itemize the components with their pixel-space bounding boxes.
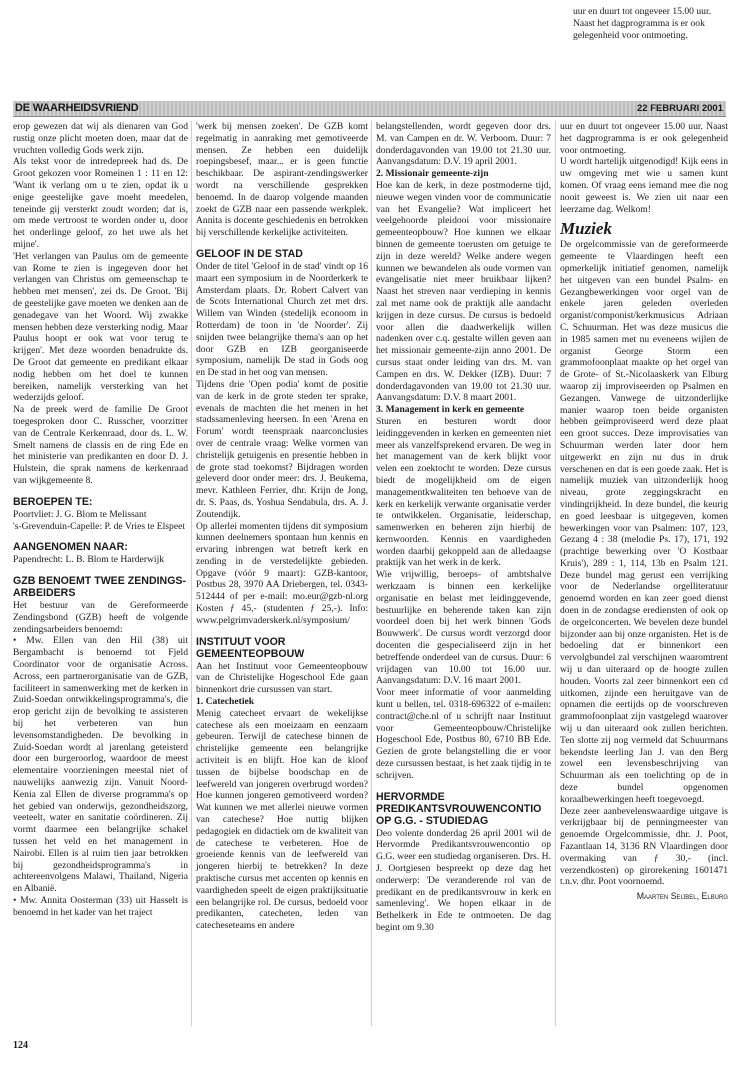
paragraph: Het bestuur van de Gereformeerde Zendingsbond (GZB) heeft de volgende zendingsarbeiders benoemd: (13, 600, 188, 635)
heading-gzb: GZB BENOEMT TWEE ZENDINGS-ARBEIDERS (13, 575, 187, 600)
paragraph: Poortvliet: J. G. Blom te Melissant (13, 508, 147, 520)
paragraph: Wie vrijwillig, beroeps- of ambtshalve werkzaam is binnen een kerkelijke organisatie en belast met leidinggevende, bestuurlijke en beherende taken kan zijn voordeel doen bij het werk binnen 'Gods Bouwwerk'. De cursus wordt verzorgd door docenten die gespecialiseerd zijn in het betreffende onderdeel van de cursus. Duur: 6 vrijdagen van 10.00 tot 16.00 uur. Aanvangsdatum: D.V. 16 maart 2001. (376, 569, 551, 687)
column-3 (376, 121, 551, 934)
paragraph: belangstellenden, wordt gegeven door drs. M. van Campen en dr. W. Verboom. Duur: 7 donderdagavonden van 19.00 tot 21.30 uur. Aanvangsdatum: D.V. 19 april 2001. (376, 121, 551, 168)
paragraph: Onder de titel 'Geloof in de stad' vindt op 16 maart een symposium in de Noorderkerk te Amsterdam plaats. Dr. Robert Calvert van de Scots International Church zet met drs. Willem van Winden (stedelijk econoom in Rotterdam) de toon in 'de Noorder'. Zij snijden twee belangrijke thema's aan op het door GZB en IZB georganiseerde symposium, namelijk De stad in Gods oog en De stad in het oog van mensen. (196, 260, 368, 379)
heading-beroepen: BEROEPEN TE: (13, 495, 93, 508)
paragraph: Deze zeer aanbevelenswaardige uitgave is verkrijgbaar bij de penningmeester van genoemde Orgelcommissie, dhr. J. Poot, Fazantlaan 14, 3136 RN Vlaardingen door overmaking van ƒ 30,- (incl. verzendkosten) op girorekening 1601471 t.n.v. dhr. Poot voornoemd. (560, 805, 728, 888)
subheading-missionair: 2. Missionair gemeente-zijn (376, 168, 489, 180)
paragraph: • Mw. Ellen van den Hil (38) uit Bergambacht is benoemd tot Fjeld Coordinator voor de organisatie Across. Across, een partnerorganisatie van de GZB, faciliteert in samenwerking met de kerken in Zuid-Soedan ontwikkelingsprogramma's, die erop gericht zijn de bevolking te assisteren bij het verbeteren van hun levensomstandigheden. De bevolking in Zuid-Soedan wordt al jarenlang geteisterd door een burgeroorlog, waardoor de meest elementaire voorzieningen meestal niet of nauwelijks aanwezig zijn. Vanuit Noord-Kenia zal Ellen de diverse programma's op het gebied van onderwijs, gezondheidszorg, veeteelt, water en sanitatie coördineren. Zij vormt daarmee een belangrijke schakel tussen het veld en het management in Nairobi. Ellen is al ruim tien jaar betrokken bij gezondheidsprogramma's in achtereenvolgens Malawi, Thailand, Nigeria en Albanië. (13, 635, 188, 895)
heading-instituut: INSTITUUT VOOR GEMEENTEOPBOUW (196, 635, 305, 660)
heading-hervormde: HERVORMDE PREDIKANTSVROUWENCONTIO OP G.G. - STUDIEDAG (376, 790, 542, 827)
paragraph: Deo volente donderdag 26 april 2001 wil de Hervormde Predikantsvrouwencontio op G.G. weer een studiedag organiseren. Drs. H. J. Oortgiesen bespreekt op deze dag het onderwerp: 'De veranderende rol van de predikant en de predikantsvrouw in kerk en samenleving'. We hopen elkaar in de Bethelkerk in Ede te ontmoeten. De dag begint om 9.30 (376, 827, 551, 933)
subheading-catechetiek: 1. Catechetiek (196, 696, 255, 708)
paragraph: Tijdens drie 'Open podia' komt de positie van de kerk in de grote steden ter sprake, evenals de machten die het menen in het stadssamenleving heersen. In een 'Arena en Forum' wordt teenspraak naarconclusies over de centrale vraag: Welke vormen van christelijk getuigenis en presentie hebben in de grote stad toekomst? Bijdragen worden geleverd door onder meer: drs. J. Beukema, mevr. Kathleen Ferrier, dhr. Krijn de Jong, dr. S. Paas, ds. Yoshua Sendabula, drs. A. J. Zoutendijk. (196, 378, 368, 520)
paragraph: Na de preek werd de familie De Groot toegesproken door C. Russcher, voorzitter van de Centrale Kerkenraad, door ds. L. W. Smelt namens de classis en de ring Ede en het ministerie van predikanten en door D. J. Hulstein, die sprak namens de kerkenraad van wijkgemeente 8. (13, 404, 188, 486)
paragraph: Hoe kan de kerk, in deze postmoderne tijd, nieuwe wegen vinden voor de communicatie van het Evangelie? Wat impliceert het veelgehoorde pleidooi voor missionaire gemeenteopbouw? Hoe kunnen we elkaar binnen de gemeente toerusten om getuige te zijn in deze wereld? Welke andere wegen kunnen we bewandelen als oude vormen van evangelisatie niet meer bruikbaar lijken? Naast het streven naar verdieping in kennis zal met name ook de praktijk alle aandacht krijgen in deze cursus. De cursus is bedoeld voor allen die daadwerkelijk willen nadenken over c.q. gestalte willen geven aan het missionair gemeente-zijn anno 2001. De cursus staat onder leiding van drs. M. van Campen en drs. W. Dekker (IZB). Duur: 7 donderdagavonden van 19.00 tot 21.30 uur. Aanvangsdatum: D.V. 8 maart 2001. (376, 179, 551, 404)
paragraph: 'werk bij mensen zoeken'. De GZB komt regelmatig in aanraking met gemotiveerde mensen. Ze hebben een duidelijk roepingsbesef, maar... er is geen functie beschikbaar. De aspirant-zendingswerker wordt na verschillende gesprekken benoemd. In de daarop volgende maanden zoekt de GZB naar een passende werkplek. Annita is docente geschiedenis en betrokken bij verschillende kerkelijke activiteiten. (196, 121, 368, 239)
paragraph: Als tekst voor de intredepreek had ds. De Groot gekozen voor Romeinen 1 : 11 en 12: 'Want ik verlang om u te zien, opdat ik u enige geestelijke gave moeht meedelen, teneinde gij versterkt zoudt worden; dat is, om mede vertroost te worden onder u, door het onderlinge geloof, zo het uwe als het mijne'. (13, 156, 188, 250)
paragraph: Aan het Instituut voor Gemeenteopbouw van de Christelijke Hogeschool Ede gaan binnenkort drie cursussen van start. (196, 660, 368, 696)
column-rule (371, 121, 372, 1026)
paragraph: 'Het verlangen van Paulus om de gemeente van Rome te zien is ingegeven door het verlangen van Christus om gemeenschap te hebben met mensen', zei ds. De Groot. 'Bij de geestelijke gave moeten we denken aan de genadegave van het Woord. Wij zwakke mensen hebben deze versterking nodig. Maar Paulus hoopt er ook wat voor terug te krijgen'. Met deze woorden benadrukte ds. De Groot dat gemeente en predikant elkaar nodig hebben om het doel te kunnen bereiken, namelijk versterking van het wederzijds geloof. (13, 250, 188, 404)
top-continuation-text: uur en duurt tot ongeveer 15.00 uur. Naast het dagprogramma is er ook gelegenheid voor ontmoeting. (573, 6, 712, 41)
masthead-date: 22 FEBRUARI 2001 (636, 103, 723, 114)
column-rule (555, 121, 556, 1026)
paragraph: De orgelcommissie van de gereformeerde gemeente te Vlaardingen heeft een opmerkelijk initiatief genomen, namelijk het uitgeven van een bundel Psalm- en Gezangbewerkingen voor orgel van de enkele jaren geleden overleden organist/componist/kerkmusicus Adriaan C. Schuurman. Het was deze musicus die in 1985 samen met nu eveneens wijlen de organist George Storm een grammofoonplaat maakte op het orgel van de Grote- of St.-Nicolaaskerk van Elburg waarop zij improviseerden op Psalmen en Gezangen. Vanwege de uitzonderlijke manier waarop toen beide organisten hebben geïmproviseerd werd deze plaat een groot succes. Deze improvisaties van Schuurman werden later door hem uitgewerkt en zijn nu dus in druk verschenen en dat is een goede zaak. Het is namelijk muziek van uitzonderlijk hoog niveau, grote zeggingskracht en vindingrijkheid. In deze bundel, die keurig en goed leesbaar is uitgegeven, komen bewerkingen voor van Psalmen: 107, 123, Gezang 4 : 38 (melodie Ps. 17), 171, 192 (prachtige bewerking over 'O Kostbaar Kruis'), 289 : 1, 114, 13b en Psalm 121. Deze bundel mag gerust een verrijking voor de Nederlandse orgelliteratuur genoemd worden en kan zeer goed dienst doen in de zondagse erediensten of ook op de orgelconcerten. We bevelen deze bundel bijzonder aan bij onze organisten. Het is de bedoeling dat er binnenkort een vervolgbundel zal verschijnen waaromtrent wij u dan uiteraard op de hoogte zullen houden. Voorts zal zeer binnenkort een cd uitkomen, zijnde een heruitgave van de opnamen die eertijds op de voorschreven grammofoonplaat zijn vastgelegd waarover wij u dan uiteraard ook zullen berichten. Ten slotte zij nog vermeld dat Schuurmans bekendste leerling Jan J. van den Berg zowel een levensbeschrijving van Schuurman als een toelichting op de in deze bundel opgenomen koraalbewerkingen heeft toegevoegd. (560, 239, 728, 805)
page-number: 124 (13, 1040, 28, 1051)
paragraph: uur en duurt tot ongeveer 15.00 uur. Naast het dagprogramma is er ook gelegenheid voor ontmoeting. (560, 121, 728, 156)
paragraph: Voor meer informatie of voor aanmelding kunt u bellen, tel. 0318-696322 of e-mailen: contract@che.nl of u schrijft naar Instituut voor Gemeenteopbouw/Christelijke Hogeschool Ede, Postbus 80, 6710 BB Ede. Gezien de grote belangstelling die er voor deze cursussen bestaat, is het zaak tijdig in te schrijven. (376, 687, 551, 781)
column-4 (560, 121, 728, 901)
paragraph: • Mw. Annita Oosterman (33) uit Hasselt is benoemd in het kader van het traject (13, 895, 188, 918)
paragraph: Sturen en besturen wordt door leidinggevenden in kerken en gemeenten niet meer als vanzelfsprekend ervaren. De weg in het management van de kerk blijkt voor velen een zoektocht te worden. Deze cursus biedt de mogelijkheid om de eigen managementkwaliteiten ten behoeve van de kerk en kerkelijk verwante organisatie verder te ontwikkelen. Organisatie, leiderschap, samenwerken en beheren zijn hierbij de kernwoorden. Kennis en vaardigheden worden daarbij gekoppeld aan de alledaagse praktijk van het werk in de kerk. (376, 415, 551, 569)
paragraph: Op allerlei momenten tijdens dit symposium kunnen deelnemers spontaan hun kennis en ervaring inbrengen wat betreft kerk en zending in de verstedelijkte gebieden. Opgave (vóór 9 maart): GZB-kantoor, Postbus 28, 3970 AA Driebergen, tel. 0343-512444 of per e-mail: mo.eur@gzb-nl.org Kosten ƒ 45,- (studenten ƒ 25,-). Info: www.pelgrimvaderskerk.nl/symposium/ (196, 520, 368, 626)
heading-geloof-in-de-stad: GELOOF IN DE STAD (196, 247, 303, 260)
subheading-management: 3. Management in kerk en gemeente (376, 404, 525, 416)
column-2 (196, 121, 368, 932)
paragraph: erop gewezen dat wij als dienaren van God rustig onze plicht moeten doen, maar dat de vruchten volledig Gods werk zijn. (13, 121, 188, 156)
author-signature: Maarten Seijbel, Elburg (636, 891, 728, 902)
paragraph: Menig catecheet ervaart de wekelijkse catechese als een moeizaam en eenzaam gebeuren. Terwijl de catechese binnen de christelijke gemeente een belangrijke activiteit is en blijft. Hoe kan de kloof tussen de bijbelse boodschap en de leefwereld van jongeren overbrugd worden? Hoe kunnen jongeren gemotiveerd worden? Wat kunnen we met allerlei nieuwe vormen van catechese? Hoe nuttig blijken pedagogiek en didactiek om de kwaliteit van de catechese te verbeteren. Hoe de groeiende kennis van de leefwereld van jongeren hierbij te betrekken? In deze praktische cursus met accenten op kennis en vaardigheden speelt de eigen praktijksituatie een belangrijke rol. De cursus, bedoeld voor predikanten, catecheten, leden van catecheseteams en andere (196, 707, 368, 932)
heading-muziek: Muziek (560, 219, 612, 239)
column-rule (191, 121, 192, 1026)
paragraph: Papendrecht: L. B. Blom te Harderwijk (13, 554, 165, 566)
masthead-bar (13, 101, 726, 117)
paragraph: U wordt hartelijk uitgenodigd! Kijk eens in uw omgeving met wie u samen kunt komen. Of vraag eens iemand mee die nog nooit geweest is. We zien uit naar een leerzame dag. Welkom! (560, 156, 728, 215)
column-1 (13, 121, 188, 919)
masthead-brand: DE WAARHEIDSVRIEND (15, 102, 139, 114)
heading-aangenomen: AANGENOMEN NAAR: (13, 541, 128, 554)
paragraph: 's-Grevenduin-Capelle: P. de Vries te Elspeet (13, 520, 186, 532)
